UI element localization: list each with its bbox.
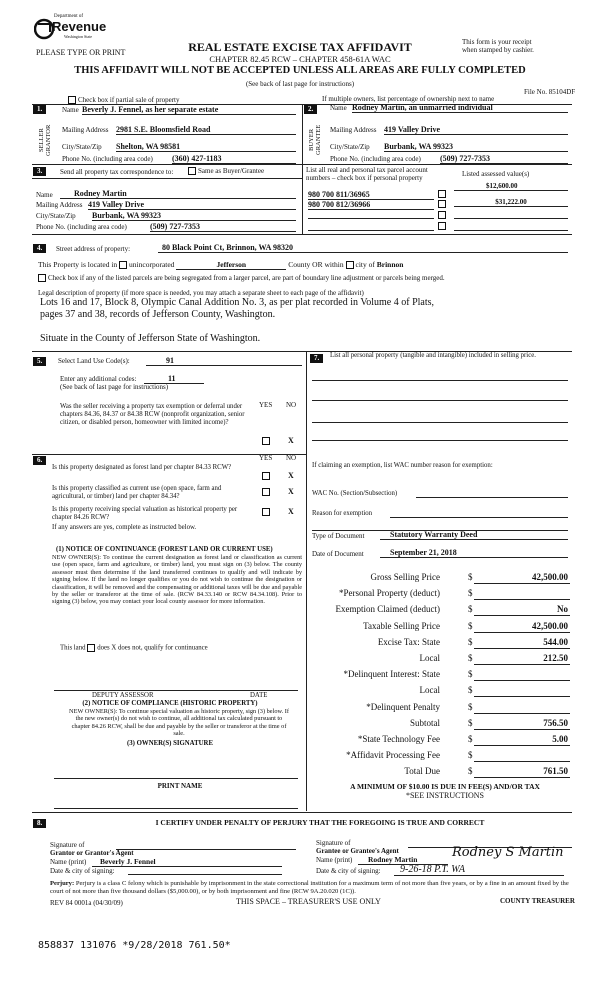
fee-label-0: Gross Selling Price <box>370 572 440 582</box>
logo-sub-text: Washington State <box>64 34 93 39</box>
fee-dollar-9: $ <box>468 717 473 728</box>
fee-label-9: Subtotal <box>409 717 440 728</box>
fee-label-1: *Personal Property (deduct) <box>339 588 440 599</box>
correspondence-name[interactable]: Rodney Martin <box>60 189 296 199</box>
land-use-label: Select Land Use Code(s): <box>58 357 130 365</box>
fee-label-5: Local <box>419 653 440 663</box>
cashier-stamp: 858837 131076 *9/28/2018 761.50* <box>38 940 231 951</box>
grantor-agent-label: Grantor or Grantor's Agent <box>50 849 134 857</box>
form-title: REAL ESTATE EXCISE TAX AFFIDAVIT <box>188 40 412 54</box>
notice-compliance-title: (2) NOTICE OF COMPLIANCE (HISTORIC PROPERTY) <box>82 700 258 707</box>
exemption-question: Was the seller receiving a property tax exemption or deferral under chapters 84.36, 84.37 or 84.38 RCW (nonprofit organization, senior citizen, or disabled person, homeowner with limited income)? <box>60 403 245 426</box>
fee-dollar-1: $ <box>468 588 473 599</box>
land-use-code[interactable]: 91 <box>146 356 302 366</box>
logo-main-text: Revenue <box>52 19 107 34</box>
fee-underline-11 <box>474 761 570 762</box>
land-qualify <box>60 644 208 652</box>
fee-label-12: Total Due <box>404 766 440 777</box>
correspondence-phone[interactable]: (509) 727-7353 <box>150 222 296 232</box>
fee-label-7: Local <box>419 685 440 696</box>
section6-yes-header: YES <box>259 454 273 462</box>
seller-section-number: 1. <box>33 105 46 114</box>
multiple-owners-note: If multiple owners, list percentage of ownership next to name <box>322 95 495 103</box>
treasurer-space: THIS SPACE – TREASURER'S USE ONLY <box>236 897 381 906</box>
fee-value-4[interactable]: 544.00 <box>543 636 568 647</box>
fee-value-9[interactable]: 756.50 <box>543 717 568 728</box>
fee-label-10: *State Technology Fee <box>357 734 440 744</box>
fee-dollar-10: $ <box>468 734 473 744</box>
land-does-checkbox[interactable] <box>87 644 95 652</box>
historic-no-answer[interactable]: X <box>288 507 294 516</box>
receipt-note-1: This form is your receipt <box>462 38 532 46</box>
grantor-name[interactable]: Beverly J. Fennel <box>92 857 282 867</box>
current-use-question: Is this property classified as current use (open space, farm and agricultural, or timber) land per chapter 84.34? <box>52 485 222 500</box>
wac-number-label: WAC No. (Section/Subsection) <box>312 490 398 497</box>
fee-value-0[interactable]: 42,500.00 <box>532 572 568 582</box>
fee-label-2: Exemption Claimed (deduct) <box>335 604 440 615</box>
fee-underline-6 <box>474 680 570 681</box>
this-land-label: This land <box>60 644 86 652</box>
grantee-agent-label: Grantee or Grantee's Agent <box>316 847 399 855</box>
personal-property-label: List all personal property (tangible and intangible) included in selling price. <box>330 352 536 359</box>
seller-name[interactable]: Beverly J. Fennel, as her separate estate <box>82 105 296 115</box>
street-label: Street address of property: <box>56 245 131 253</box>
fee-underline-12 <box>474 777 570 778</box>
buyer-phone[interactable]: (509) 727-7353 <box>440 154 568 164</box>
deputy-assessor-label: DEPUTY ASSESSOR <box>92 692 154 699</box>
assessor-date-label: DATE <box>250 692 268 699</box>
county-treasurer-label: COUNTY TREASURER <box>500 897 575 905</box>
grantee-signature-label: Signature of <box>316 839 351 847</box>
forest-land-question: Is this property designated as forest land per chapter 84.33 RCW? <box>52 464 232 471</box>
property-street[interactable]: 80 Black Point Ct, Brinnon, WA 98320 <box>158 243 568 253</box>
correspondence-address-label: Mailing Address <box>36 201 83 209</box>
perjury-text: Perjury is a class C felony which is punishable by imprisonment in the state correctional institution for a maximum term of not more than five years, or by a fine in an amount fixed by the court of not more than five thousand dollars ($5,000.00), or by both imprisonment and fine (RCW 9A.20.020 (1C)). <box>50 880 569 895</box>
property-location <box>38 260 403 270</box>
forest-no-answer[interactable]: X <box>288 471 294 480</box>
parcel-checkbox-2[interactable] <box>438 200 448 208</box>
notice-compliance-body: NEW OWNER(S): To continue special valuation as historic property, sign (3) below. If the new owner(s) do not wish to continue, all additional tax calculated pursuant to chapter 84.26 RCW, shall be due and payable by the seller or transferor at the time of sale. <box>69 708 289 738</box>
seller-phone[interactable]: (360) 427-1183 <box>172 154 296 164</box>
grantor-signature-label: Signature of <box>50 841 85 849</box>
fee-dollar-3: $ <box>468 620 473 631</box>
land-use-see-back: (See back of last page for instructions) <box>60 383 169 391</box>
assessed-header: Listed assessed value(s) <box>462 170 530 178</box>
seller-phone-label: Phone No. (including area code) <box>62 155 153 163</box>
fee-underline-7 <box>474 696 570 697</box>
parcel-number-2[interactable]: 980 700 812/36966 <box>308 200 434 210</box>
receipt-note-2: when stamped by cashier. <box>462 46 534 54</box>
owner-signature-label: (3) OWNER(S) SIGNATURE <box>127 740 213 747</box>
fee-dollar-4: $ <box>468 636 473 647</box>
notice-continuance-title: (1) NOTICE OF CONTINUANCE (FOREST LAND OR CURRENT USE) <box>56 546 273 553</box>
certify-statement: I CERTIFY UNDER PENALTY OF PERJURY THAT THE FOREGOING IS TRUE AND CORRECT <box>155 818 485 827</box>
correspondence-phone-label: Phone No. (including area code) <box>36 223 127 231</box>
grantee-signature: Rodney S Martin <box>452 845 564 860</box>
buyer-address[interactable]: 419 Valley Drive <box>384 125 568 135</box>
buyer-city-label: City/State/Zip <box>330 143 370 151</box>
parcel-checkbox-3[interactable] <box>438 211 448 219</box>
form-warning: THIS AFFIDAVIT WILL NOT BE ACCEPTED UNLESS ALL AREAS ARE FULLY COMPLETED <box>74 65 526 76</box>
correspondence-section-number: 3. <box>33 167 46 176</box>
exemption-wac-label: If claiming an exemption, list WAC number reason for exemption: <box>312 462 493 469</box>
buyer-name[interactable]: Rodney Martin, an unmarried individual <box>352 103 568 113</box>
fee-underline-8 <box>474 713 570 714</box>
grantee-date-city[interactable]: 9-26-18 P.T. WA <box>394 864 564 876</box>
buyer-address-label: Mailing Address <box>330 126 377 134</box>
correspondence-city-label: City/State/Zip <box>36 212 76 220</box>
seller-city-label: City/State/Zip <box>62 143 102 151</box>
section6-number: 6. <box>33 456 46 465</box>
fee-dollar-5: $ <box>468 653 473 663</box>
fee-dollar-12: $ <box>468 766 473 777</box>
correspondence-name-label: Name <box>36 191 53 199</box>
exemption-yes-checkbox[interactable] <box>262 437 272 445</box>
unincorporated-label: unincorporated <box>129 260 175 269</box>
correspondence-city[interactable]: Burbank, WA 99323 <box>92 211 296 221</box>
grantee-name[interactable]: Rodney Martin <box>358 855 448 865</box>
fee-value-10[interactable]: 5.00 <box>552 734 568 744</box>
if-yes-note: If any answers are yes, complete as instructed below. <box>52 524 197 531</box>
fee-label-4: Excise Tax: State <box>377 636 440 647</box>
parcel-header-2: numbers – check box if personal property <box>306 174 423 182</box>
does-label: does <box>97 644 110 652</box>
parcel-number-1[interactable]: 980 700 811/36965 <box>308 190 434 200</box>
additional-codes-label: Enter any additional codes: <box>60 375 137 383</box>
fee-underline-10 <box>474 745 570 746</box>
please-type: PLEASE TYPE OR PRINT <box>36 48 126 57</box>
same-as-buyer-checkbox[interactable] <box>188 167 264 175</box>
section6-no-header: NO <box>286 454 297 462</box>
fee-value-12[interactable]: 761.50 <box>543 766 568 777</box>
exemption-yes-header: YES <box>259 401 273 409</box>
legal-line-2: pages 37 and 38, records of Jefferson County, Washington. <box>40 309 276 320</box>
grantor-name-label: Name (print) <box>50 858 87 866</box>
fee-underline-1 <box>474 599 570 600</box>
see-back: (See back of last page for instructions) <box>245 80 355 88</box>
fee-dollar-2: $ <box>468 604 473 615</box>
minimum-fee-note: A MINIMUM OF $10.00 IS DUE IN FEE(S) AND/OR TAX <box>350 782 540 791</box>
buyer-section-number: 2. <box>304 105 317 114</box>
certify-section-number: 8. <box>33 819 46 828</box>
parcel-checkbox-4[interactable] <box>438 222 448 230</box>
legal-line-3: Situate in the County of Jefferson State of Washington. <box>40 333 261 344</box>
grantor-date-label: Date & city of signing: <box>50 867 115 875</box>
property-section-number: 4. <box>33 244 46 253</box>
seller-address-label: Mailing Address <box>62 126 109 134</box>
buyer-phone-label: Phone No. (including area code) <box>330 155 421 163</box>
same-as-buyer-label: Same as Buyer/Grantee <box>198 167 265 175</box>
fee-dollar-6: $ <box>468 669 473 680</box>
rev-number: REV 84 0001a (04/30/09) <box>50 899 123 907</box>
current-use-yes-checkbox[interactable] <box>262 488 272 496</box>
fee-dollar-7: $ <box>468 685 473 696</box>
property-county[interactable]: Jefferson <box>176 260 286 270</box>
legal-line-1: Lots 16 and 17, Block 8, Olympic Canal Addition No. 3, as per plat recorded in Volume 4 of Plats, <box>40 297 435 308</box>
doc-date-label: Date of Document <box>312 550 364 558</box>
perjury-note <box>50 880 572 896</box>
file-no: File No. 85104DF <box>524 88 576 96</box>
parcel-checkbox-1[interactable] <box>438 190 448 198</box>
buyer-city[interactable]: Burbank, WA 99323 <box>384 142 568 152</box>
within-label: within <box>324 260 344 269</box>
legal-label: Legal description of property (if more space is needed, you may attach a separate sheet to each page of the affidavit) <box>38 289 364 297</box>
additional-codes[interactable]: 11 <box>144 374 204 384</box>
fee-underline-4 <box>474 648 570 649</box>
grantee-date-label: Date & city of signing: <box>316 867 381 875</box>
historic-yes-checkbox[interactable] <box>262 508 272 516</box>
fee-underline-2 <box>474 615 570 616</box>
exemption-no-header: NO <box>286 401 297 409</box>
section7-number: 7. <box>310 354 323 363</box>
doc-type[interactable]: Statutory Warranty Deed <box>380 530 568 540</box>
reason-exemption-label: Reason for exemption <box>312 510 373 517</box>
fee-value-2[interactable]: No <box>557 604 568 615</box>
exemption-no-answer[interactable]: X <box>288 436 294 445</box>
fee-value-5[interactable]: 212.50 <box>543 653 568 663</box>
partial-sale-label: Check box if partial sale of property <box>78 96 180 104</box>
perjury-label: Perjury: <box>50 880 75 887</box>
property-city[interactable]: Brinnon <box>376 260 404 269</box>
seller-address[interactable]: 2981 S.E. Bloomsfield Road <box>116 125 296 135</box>
fee-dollar-11: $ <box>468 750 473 761</box>
unincorporated-checkbox[interactable] <box>119 261 127 269</box>
city-of-label: city of <box>355 260 375 269</box>
county-or-label: County OR <box>288 260 323 269</box>
fee-value-3[interactable]: 42,500.00 <box>532 620 568 631</box>
fee-underline-3 <box>474 632 570 633</box>
fee-underline-0 <box>474 583 570 584</box>
parcel-value-1[interactable]: $12,600.00 <box>486 182 518 190</box>
buyer-side-label: BUYER GRANTEE <box>308 124 322 156</box>
fee-dollar-0: $ <box>468 572 473 582</box>
correspondence-label: Send all property tax correspondence to: <box>60 168 174 176</box>
land-use-section-number: 5. <box>33 357 46 366</box>
see-instructions: *SEE INSTRUCTIONS <box>405 791 484 800</box>
seller-side-label: SELLER GRANTOR <box>38 124 52 156</box>
fee-label-6: *Delinquent Interest: State <box>343 669 440 680</box>
segregated-label: Check box if any of the listed parcels are being segregated from a larger parcel, are part of boundary line adjustment or parcels being merged. <box>48 274 445 282</box>
does-not-label[interactable]: X does not, qualify for continuance <box>111 644 208 652</box>
print-name-label: PRINT NAME <box>157 782 203 790</box>
fee-underline-5 <box>474 664 570 665</box>
parcel-header-1: List all real and personal tax parcel account <box>306 166 428 174</box>
historic-question: Is this property receiving special valuation as historical property per chapter 84.26 RCW? <box>52 506 238 521</box>
form-chapter: CHAPTER 82.45 RCW – CHAPTER 458-61A WAC <box>209 54 391 64</box>
located-in-label: This Property is located in <box>38 260 118 269</box>
current-use-no-answer[interactable]: X <box>288 487 294 496</box>
fee-label-8: *Delinquent Penalty <box>366 701 440 712</box>
city-checkbox[interactable] <box>346 261 354 269</box>
fee-underline-9 <box>474 729 570 730</box>
forest-yes-checkbox[interactable] <box>262 472 272 480</box>
logo-top-text: Department of <box>54 14 84 19</box>
seller-city[interactable]: Shelton, WA 98581 <box>116 142 296 152</box>
doc-date[interactable]: September 21, 2018 <box>380 548 568 558</box>
seller-name-label: Name <box>62 106 79 114</box>
grantee-name-label: Name (print) <box>316 856 353 864</box>
segregated-checkbox[interactable] <box>38 274 568 282</box>
fee-label-11: *Affidavit Processing Fee <box>346 750 440 761</box>
correspondence-address[interactable]: 419 Valley Drive <box>88 200 296 210</box>
doc-type-label: Type of Document <box>312 532 365 540</box>
revenue-logo <box>34 12 107 42</box>
parcel-value-2[interactable]: $31,222.00 <box>454 198 568 207</box>
notice-continuance-body: NEW OWNER(S): To continue the current designation as forest land or classification as current use (open space, farm and agriculture, or timber) land, you must sign on (3) below. The county assessor must then determine if the land transferred continues to qualify and will indicate by signing below. If the land no longer qualifies or you do not wish to continue the designation or classification, it will be removed and the compensating or additional taxes will be due and payable by the seller or transferor at the time of sale. (RCW 84.33.140 or RCW 84.34.108). Prior to signing (3) below, you may contact your local county assessor for more information. <box>52 554 302 606</box>
buyer-name-label: Name <box>330 104 347 112</box>
fee-label-3: Taxable Selling Price <box>363 620 440 631</box>
fee-dollar-8: $ <box>468 701 473 712</box>
